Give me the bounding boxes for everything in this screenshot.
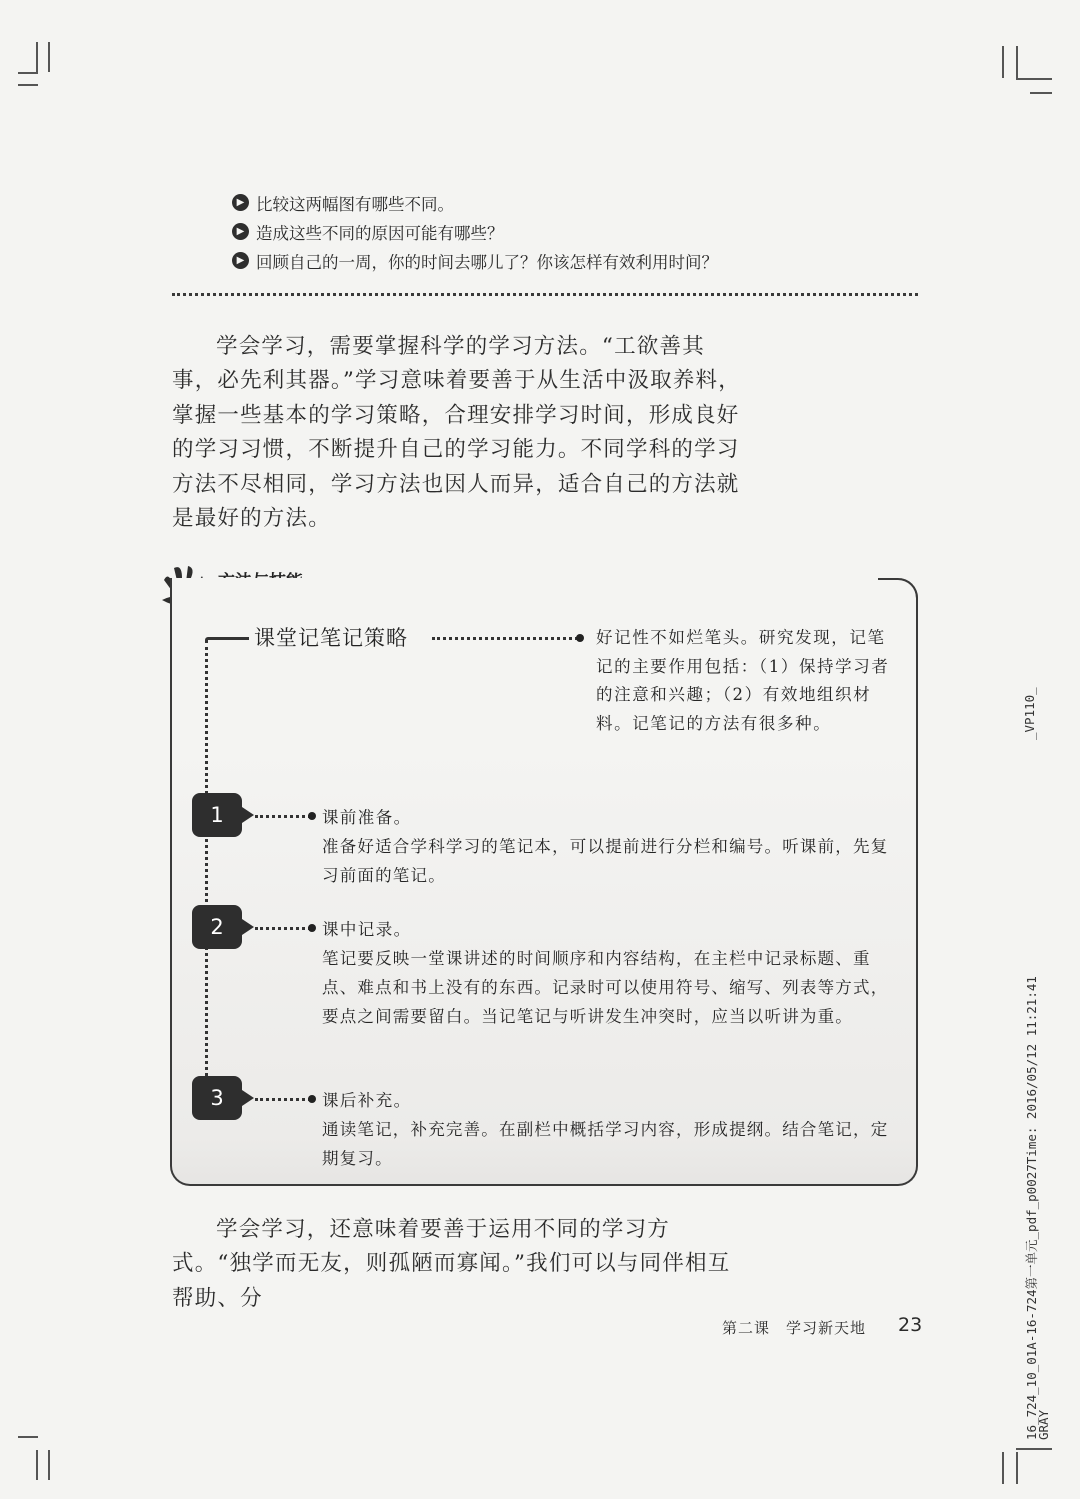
body-paragraph-1: 学会学习，需要掌握科学的学习方法。“工欲善其事，必先利其器。”学习意味着要善于从生活中汲取养料，掌握一些基本的学习策略，合理安排学习时间，形成良好的学习习惯，不断提升自己的学习能力。不同学科的学习方法不尽相同，学习方法也因人而异，适合自己的方法就是最好的方法。 <box>172 334 741 532</box>
crop-mark-top-left <box>18 72 38 74</box>
margin-print-info: 16_724_10_01A-16-724第一单元_pdf_p0027Time: 2016/05/12 11:21:41 <box>1024 976 1039 1440</box>
connector-dot <box>308 1095 316 1103</box>
body-paragraph-2: 学会学习，还意味着要善于运用不同的学习方式。“独学而无友，则孤陋而寡闻。”我们可以与同伴相互帮助、分 <box>172 1217 731 1311</box>
arrow-right-icon: ▶ <box>232 223 249 240</box>
crop-mark-top-left <box>36 42 38 72</box>
connector-dotted-line <box>205 637 249 640</box>
step-text-1: 准备好适合学科学习的笔记本，可以提前进行分栏和编号。听课前，先复习前面的笔记。 <box>322 837 889 886</box>
arrow-right-icon: ▶ <box>232 194 249 211</box>
question-item: ▶ 造成这些不同的原因可能有哪些？ <box>232 217 932 246</box>
lesson-footer: 第二课 学习新天地 <box>722 1319 867 1337</box>
crop-mark-top-left <box>18 84 38 86</box>
step-text-3: 通读笔记，补充完善。在副栏中概括学习内容，形成提纲。结合笔记，定期复习。 <box>322 1120 889 1169</box>
crop-mark-top-right <box>1002 46 1004 78</box>
crop-mark-top-right <box>1016 46 1018 78</box>
panel-corner <box>878 578 918 606</box>
step-badge-3: 3 <box>192 1076 242 1120</box>
margin-gray-label: GRAY <box>1036 1409 1051 1440</box>
crop-mark-top-right <box>1016 78 1052 80</box>
crop-mark-bottom-right <box>1016 1448 1052 1450</box>
question-list <box>232 188 932 275</box>
page-number: 23 <box>898 1314 923 1336</box>
crop-mark-bottom-right <box>1016 1452 1018 1484</box>
crop-mark-bottom-left <box>36 1450 38 1480</box>
connector-dotted-line <box>255 815 311 818</box>
question-item: ▶ 比较这两幅图有哪些不同。 <box>232 188 932 217</box>
connector-dotted-line <box>255 1098 311 1101</box>
crop-mark-bottom-left <box>48 1450 50 1480</box>
margin-code: _VP110_ <box>1022 687 1037 740</box>
arrow-right-icon: ▶ <box>232 252 249 269</box>
step-badge-1: 1 <box>192 793 242 837</box>
step-badge-2: 2 <box>192 905 242 949</box>
step-heading-3: 课后补充。 <box>322 1091 412 1110</box>
crop-mark-bottom-right <box>1002 1452 1004 1484</box>
crop-mark-bottom-left <box>18 1436 38 1438</box>
dotted-divider <box>172 293 918 296</box>
connector-dot <box>308 924 316 932</box>
question-item: ▶ 回顾自己的一周，你的时间去哪儿了？你该怎样有效利用时间？ <box>232 246 932 275</box>
step-heading-2: 课中记录。 <box>322 920 412 939</box>
connector-dot <box>576 634 584 642</box>
strategy-intro: 好记性不如烂笔头。研究发现，记笔记的主要作用包括：（1）保持学习者的注意和兴趣；（2）有效地组织材料。记笔记的方法有很多种。 <box>596 628 890 733</box>
strategy-title: 课堂记笔记策略 <box>254 626 408 650</box>
crop-mark-top-right <box>1030 92 1052 94</box>
timeline-dotted-line <box>205 640 208 1112</box>
connector-dotted-line <box>432 637 578 640</box>
crop-mark-top-left <box>48 42 50 72</box>
connector-dot <box>308 812 316 820</box>
connector-dotted-line <box>255 927 311 930</box>
step-heading-1: 课前准备。 <box>322 808 412 827</box>
step-text-2: 笔记要反映一堂课讲述的时间顺序和内容结构，在主栏中记录标题、重点、难点和书上没有的东西。记录时可以使用符号、缩写、列表等方式，要点之间需要留白。当记笔记与听讲发生冲突时，应当以听讲为重。 <box>322 949 889 1027</box>
